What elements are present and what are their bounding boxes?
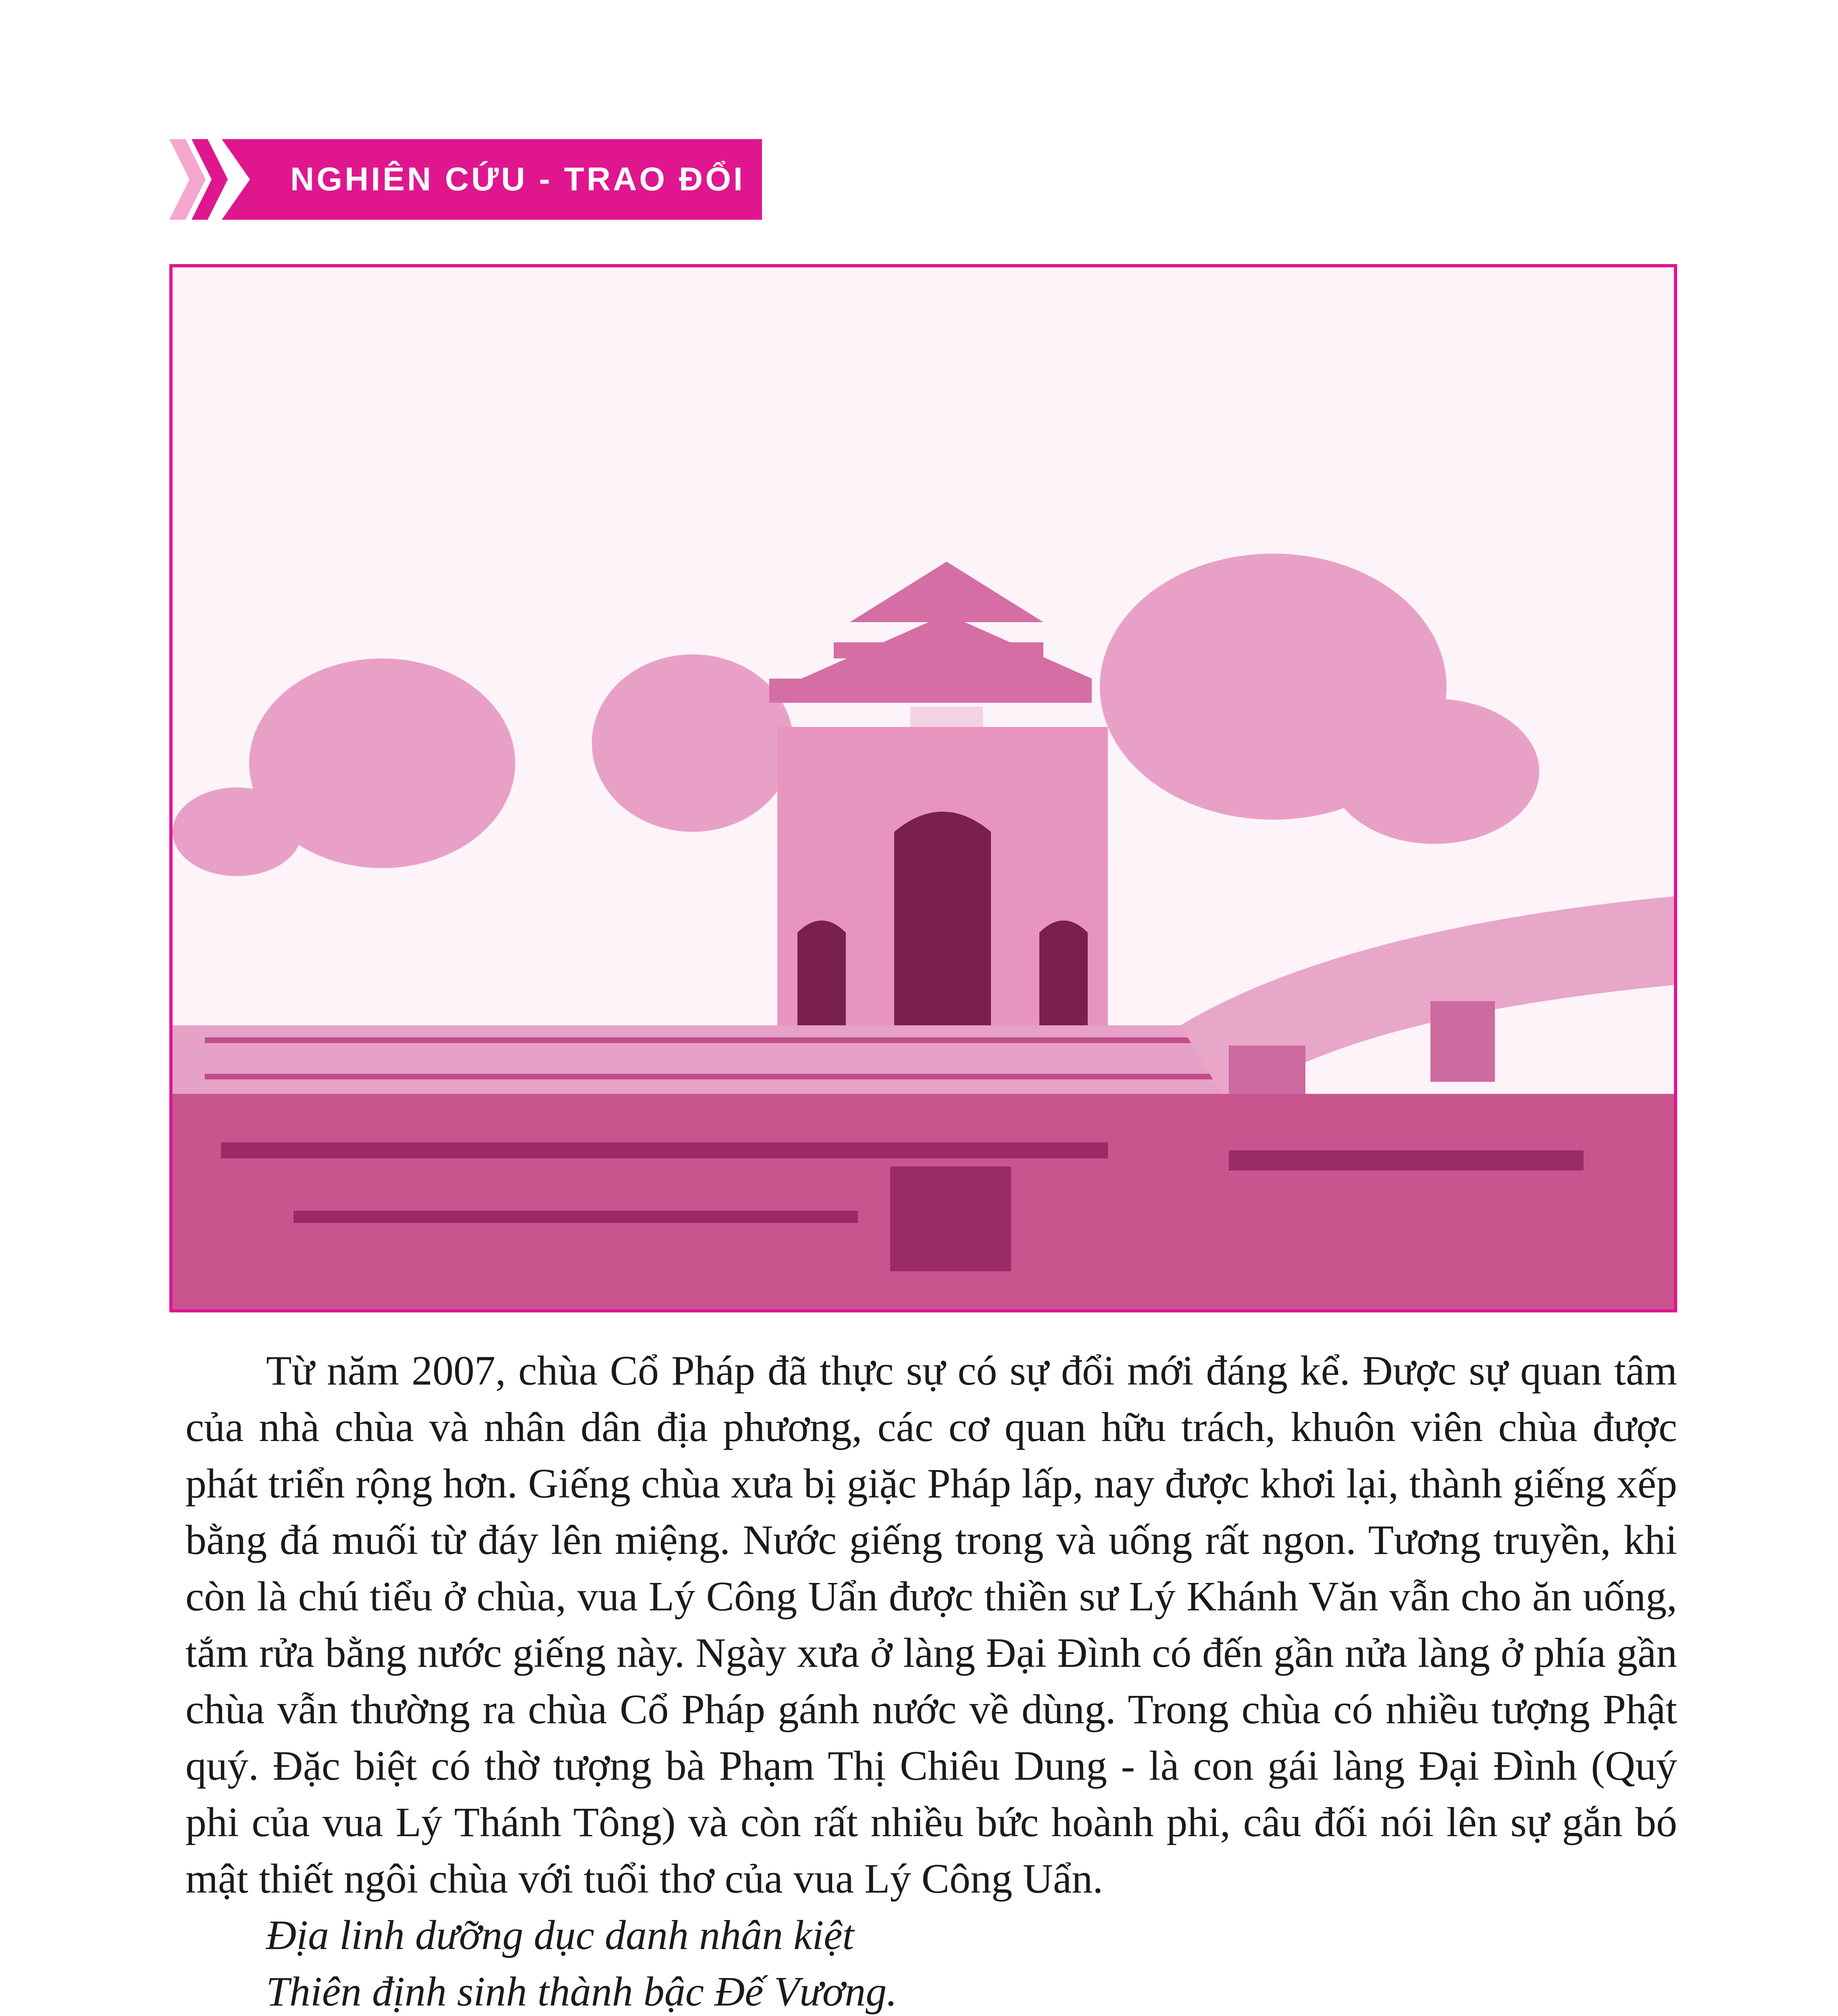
temple-photo <box>169 264 1677 1312</box>
verse-line: Địa linh dưỡng dục danh nhân kiệt <box>266 1912 854 1958</box>
verse-line: Thiên định sinh thành bậc Đế Vương. <box>266 1968 897 2015</box>
temple-gate-illustration <box>173 267 1674 1309</box>
section-title: NGHIÊN CỨU - TRAO ĐỔI <box>290 161 745 198</box>
article-paragraph: Từ năm 2007, chùa Cổ Pháp đã thực sự có sự đổi mới đáng kể. Được sự quan tâm của nhà chùa và nhân dân địa phương, các cơ quan hữu trách, khuôn viên chùa được phát triển rộng hơn. Giếng chùa xưa bị giặc Pháp lấp, nay được khơi lại, thành giếng xếp bằng đá muối từ đáy lên miệng. Nước giếng trong và uống rất ngon. Tương truyền, khi còn là chú tiểu ở chùa, vua Lý Công Uẩn được thiền sư Lý Khánh Văn vẫn cho ăn uống, tắm rửa bằng nước giếng này. Ngày xưa ở làng Đại Đình có đến gần nửa làng ở phía gần chùa vẫn thường ra chùa Cổ Pháp gánh nước về dùng. Trong chùa có nhiều tượng Phật quý. Đặc biệt có thờ tượng bà Phạm Thị Chiêu Dung - là con gái làng Đại Đình (Quý phi của vua Lý Thánh Tông) và còn rất nhiều bức hoành phi, câu đối nói lên sự gắn bó mật thiết ngôi chùa với tuổi thơ của vua Lý Công Uẩn. <box>185 1347 1677 1902</box>
article-body <box>185 1343 1677 2016</box>
verse-block <box>185 1907 1677 2016</box>
